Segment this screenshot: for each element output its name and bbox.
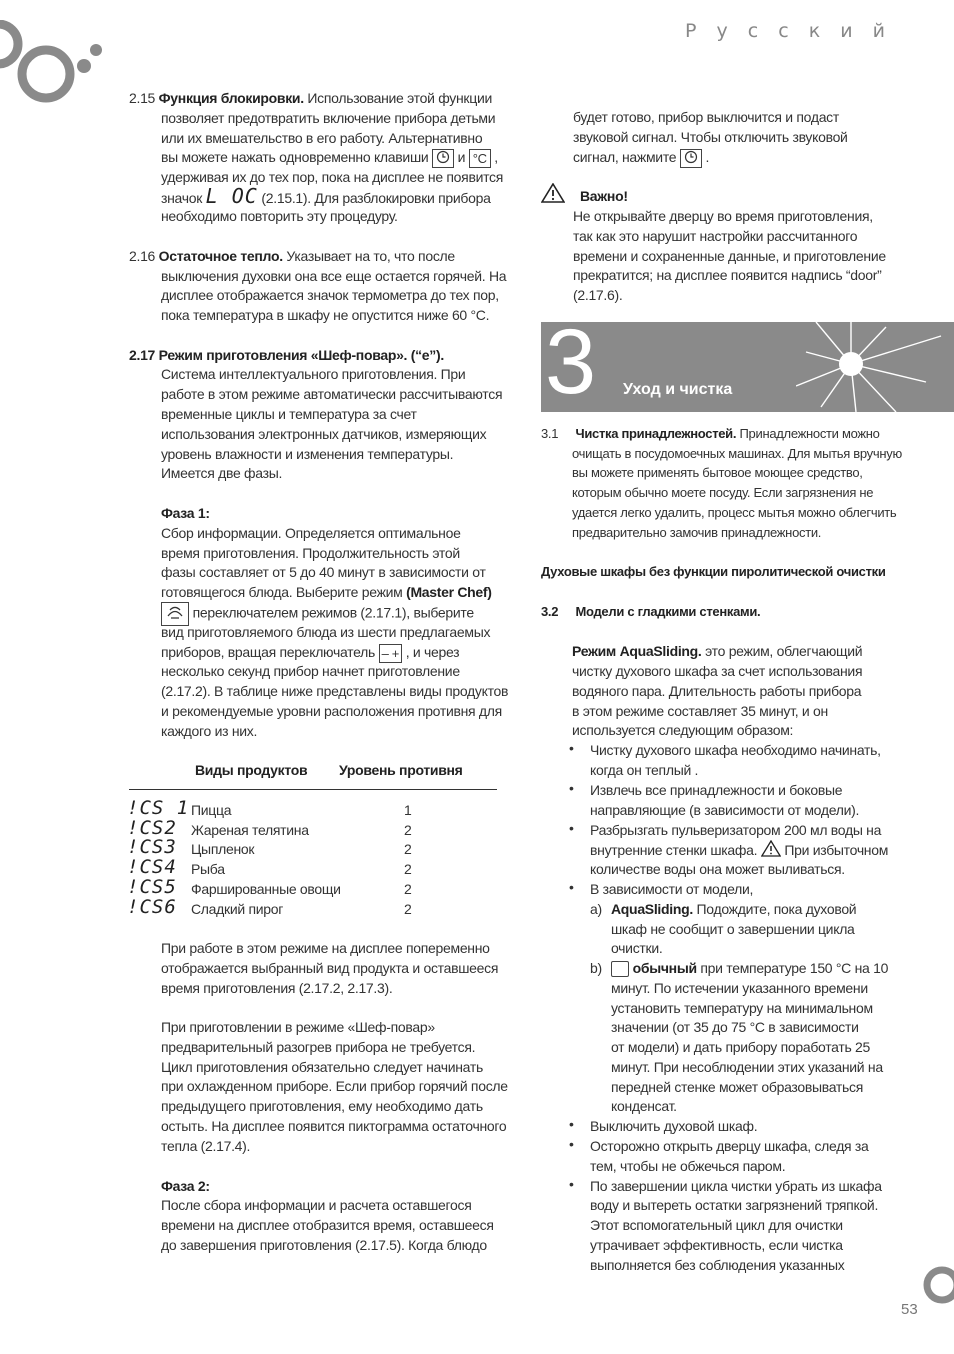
product-code: !CS6 (127, 896, 177, 918)
text-line: позволяет предотвратить включение прибора детьми (161, 110, 496, 126)
s32-heading (541, 602, 760, 622)
list-item (590, 840, 888, 860)
section-title: Функция блокировки. (158, 90, 304, 106)
sub-item-label: a) (590, 901, 602, 917)
list-item: тем, чтобы не обжечься паром. (590, 1158, 786, 1174)
text-line: каждого из них. (161, 723, 258, 739)
text: сигнал, нажмите (573, 149, 677, 165)
table-divider (129, 789, 497, 790)
product-name: Цыпленок (191, 841, 255, 857)
text: , (494, 149, 498, 165)
section-number: 2.16 (129, 248, 156, 264)
minus-plus-knob-icon: – + (379, 644, 403, 663)
text: и (457, 149, 466, 165)
text-line: (2.17.2). В таблице ниже представлены виды продуктов (161, 683, 509, 699)
text-line: которым обычно моете посуду. Если загрязнения не (572, 485, 874, 500)
text-line: тепла (2.17.4). (161, 1138, 251, 1154)
master-chef-label: (Master Chef) (406, 584, 492, 600)
text-line: времени на дисплее отобразится время, оставшееся (161, 1217, 494, 1233)
conventional-heating-icon (611, 961, 629, 977)
text-line: значении (от 35 до 75 °С в зависимости (611, 1019, 859, 1035)
product-name: Жареная телятина (191, 822, 309, 838)
text: переключателем режимов (2.17.1), выберите (192, 604, 474, 621)
product-code: !CS5 (127, 876, 177, 898)
product-name: Фаршированные овощи (191, 881, 341, 897)
list-item: Чистку духового шкафа необходимо начинать, (590, 742, 881, 758)
text-line: предыдущего приготовления, ему необходимо дать (161, 1098, 483, 1114)
aqua-line1 (572, 641, 862, 661)
text: Использование этой функции (307, 90, 492, 106)
text-line: необходимо повторить эту процедуру. (161, 208, 398, 224)
text-line: При работе в этом режиме на дисплее попеременно (161, 940, 490, 956)
s217-heading (129, 345, 444, 365)
page-number: 53 (901, 1301, 918, 1318)
phase1-title: Фаза 1: (161, 505, 210, 521)
warning-triangle-icon (761, 840, 781, 857)
product-name: Сладкий пирог (191, 901, 284, 917)
product-name: Пицца (191, 802, 232, 818)
logo-circle-bottom (920, 1262, 954, 1308)
section-number: 3.2 (541, 604, 559, 619)
list-item: Извлечь все принадлежности и боковые (590, 782, 843, 798)
text-line: времени и сохраненные данные, и приготовление (573, 248, 886, 264)
text-line: удерживая их до тех пор, пока на дисплее не появится (161, 169, 504, 185)
text-line: прекратится; на дисплее появится надпись “door” (573, 267, 882, 283)
list-item: Этот вспомогательный цикл для очистки (590, 1217, 843, 1233)
text-line: водяного пара. Длительность работы прибора (572, 683, 862, 699)
tray-level: 1 (404, 802, 412, 818)
text: при температуре 150 °С на 10 (700, 960, 889, 976)
product-code: !CS 1 (127, 797, 190, 819)
lcd-lock-symbol: L OC (205, 184, 258, 208)
text: это режим, облегчающий (705, 643, 863, 659)
bullet-dot: • (569, 1136, 574, 1152)
text-line: дисплее отображается значок термометра до тех пор, (161, 287, 499, 303)
text: , и через (405, 644, 460, 660)
list-item: утрачивает эффективность, если чистка (590, 1237, 843, 1253)
text: внутренние стенки шкафа. (590, 842, 758, 858)
text-line: в этом режиме составляет 35 минут, и он (572, 703, 828, 719)
text-line: шкаф не сообщит о завершении цикла (611, 921, 855, 937)
text-line: предварительный разогрев прибора не требуется. (161, 1039, 476, 1055)
list-item: По завершении цикла чистки убрать из шкафа (590, 1178, 882, 1194)
text-line: звуковой сигнал. Чтобы отключить звуковой (573, 129, 848, 145)
section-number: 3.1 (541, 426, 559, 441)
list-item: выполняется без соблюдения указанных (590, 1257, 845, 1273)
list-item: В зависимости от модели, (590, 881, 754, 897)
text-line (573, 147, 709, 168)
list-item: Разбрызгать пульверизатором 200 мл воды на (590, 822, 882, 838)
text-line: предварительно замочив принадлежности. (572, 525, 822, 540)
warning-triangle-icon (541, 183, 565, 203)
text-line: вы можете применять бытовое моющее средство, (572, 465, 863, 480)
tray-level: 2 (404, 901, 412, 917)
text-line: при охлажденном приборе. Если прибор горячий после (161, 1078, 508, 1094)
chapter-banner (541, 311, 954, 413)
text-line: несколько секунд прибор начнет приготовление (161, 663, 460, 679)
text-line: очищать в посудомоечных машинах. Для мытья вручную (572, 446, 902, 461)
text-line: и рекомендуемые уровни расположения противня для (161, 703, 502, 719)
text: обычный (632, 960, 697, 976)
product-name: Рыба (191, 861, 225, 877)
text-line: от модели) и дать прибору поработать 25 (611, 1039, 871, 1055)
text-line: используется следующим образом: (572, 722, 794, 738)
text-line: После сбора информации и расчета оставшегося (161, 1197, 472, 1213)
aqua-title: Режим AquaSliding. (572, 643, 702, 659)
text: Принадлежности можно (739, 426, 880, 441)
product-code: !CS3 (127, 836, 177, 858)
list-item: направляющие (в зависимости от модели). (590, 802, 860, 818)
text: вы можете нажать одновременно клавиши (161, 149, 429, 165)
tray-level: 2 (404, 841, 412, 857)
language-label: Р у с с к и й (684, 20, 892, 42)
clock-key-icon (680, 149, 702, 168)
list-item: количестве воды она может выливаться. (590, 861, 845, 877)
text-line: минут. При несоблюдении этих указаний на (611, 1059, 883, 1075)
text-line: использования электронных датчиков, измеряющих (161, 426, 487, 442)
sub-item-label: b) (590, 960, 602, 976)
text: . (705, 149, 710, 165)
important-title: Важно! (580, 188, 628, 204)
sub-item-a (611, 899, 856, 919)
text-line: пока температура в шкафу не опустится ниже 60 °С. (161, 307, 490, 323)
logo-circles (0, 20, 110, 105)
list-item: воду и вытереть остатки загрязнений тряпкой. (590, 1197, 879, 1213)
celsius-key-icon: °C (469, 149, 491, 168)
text-line: Сбор информации. Определяется оптимальное (161, 525, 461, 541)
text-line: выключения духовки она все еще остается горячей. На (161, 268, 507, 284)
text-line: очистки. (611, 940, 663, 956)
text: Указывает на то, что после (286, 248, 455, 264)
text-line (161, 147, 498, 168)
tray-level: 2 (404, 822, 412, 838)
text-line: так как это нарушит настройки рассчитанного (573, 228, 858, 244)
text: готовящегося блюда. Выберите режим (161, 584, 403, 600)
text: (2.15.1). Для разблокировки прибора (261, 190, 491, 206)
section-number: 2.15 (129, 90, 156, 106)
text-line: отображается выбранный вид продукта и оставшееся (161, 960, 499, 976)
bullet-dot: • (569, 1176, 574, 1192)
text: приборов, вращая переключатель (161, 644, 375, 660)
text-line: Имеется две фазы. (161, 465, 283, 481)
text-line: минут. По истечении указанного времени (611, 980, 868, 996)
text-line (161, 186, 491, 208)
text-line: временные циклы и температура за счет (161, 406, 417, 422)
bullet-dot: • (569, 879, 574, 895)
text-line: до завершения приготовления (2.17.5). Когда блюдо (161, 1237, 487, 1253)
phase2-title: Фаза 2: (161, 1178, 210, 1194)
text-line: вид приготовляемого блюда из шести предлагаемых (161, 624, 491, 640)
tray-level: 2 (404, 881, 412, 897)
text: Подождите, пока духовой (696, 901, 857, 917)
bullet-dot: • (569, 780, 574, 796)
table-header-level: Уровень противня (339, 762, 463, 778)
text-line: остыть. На дисплее появится пиктограмма остаточного (161, 1118, 507, 1134)
product-code: !CS2 (127, 817, 177, 839)
text-line (161, 582, 492, 602)
chapter-number: 3 (545, 311, 597, 413)
chapter-title: Уход и чистка (623, 381, 733, 398)
clock-key-icon (432, 149, 454, 168)
text-line: или их вмешательство в его работу. Альтернативно (161, 130, 483, 146)
section-number: 2.17 (129, 347, 156, 363)
text-line: удается легко удалить, процесс мытья можно облегчить (572, 505, 897, 520)
text-line: Система интеллектуального приготовления. При (161, 366, 466, 382)
text: AquaSliding. (611, 901, 693, 917)
text-line: чистку духового шкафа за счет использования (572, 663, 863, 679)
text-line: (2.17.6). (573, 287, 623, 303)
text-line: конденсат. (611, 1098, 677, 1114)
text-line: время приготовления. Продолжительность этой (161, 545, 460, 561)
text-line: будет готово, прибор выключится и подаст (573, 109, 839, 125)
section-title: Режим приготовления «Шеф-повар». (“e”). (158, 347, 444, 363)
text: При избыточном (784, 842, 889, 858)
text-line: Не открывайте дверцу во время приготовления, (573, 208, 873, 224)
section-title: Чистка принадлежностей. (575, 426, 737, 441)
text-line: время приготовления (2.17.2, 2.17.3). (161, 980, 393, 996)
section-title: Остаточное тепло. (158, 248, 283, 264)
text-line: фазы составляет от 5 до 40 минут в зависимости от (161, 564, 486, 580)
section-title: Модели с гладкими стенками. (575, 604, 761, 619)
tray-level: 2 (404, 861, 412, 877)
text-line: работе в этом режиме автоматически рассчитываются (161, 386, 503, 402)
bullet-dot: • (569, 740, 574, 756)
list-item: Выключить духовой шкаф. (590, 1118, 758, 1134)
text-line: Цикл приготовления обязательно следует начинать (161, 1059, 483, 1075)
subheading: Духовые шкафы без функции пиролитической очистки (541, 564, 886, 579)
s216-line1 (129, 246, 455, 266)
product-code: !CS4 (127, 856, 177, 878)
sub-item-b (611, 958, 888, 978)
bullet-dot: • (569, 820, 574, 836)
s215-line1 (129, 88, 492, 108)
list-item: Осторожно открыть дверцу шкафа, следя за (590, 1138, 869, 1154)
text-line: При приготовлении в режиме «Шеф-повар» (161, 1019, 435, 1035)
table-header-product: Виды продуктов (195, 762, 308, 778)
bullet-dot: • (569, 1116, 574, 1132)
text-line: уровень влажности и изменения температуры. (161, 446, 454, 462)
text-line: установить температуру на минимальном (611, 1000, 873, 1016)
s31-line1 (541, 424, 880, 444)
text-line: передней стенке может образовываться (611, 1079, 864, 1095)
text-line (161, 642, 459, 663)
sparkle-icon (796, 322, 946, 412)
list-item: когда он теплый . (590, 762, 699, 778)
text: значок (161, 190, 203, 206)
